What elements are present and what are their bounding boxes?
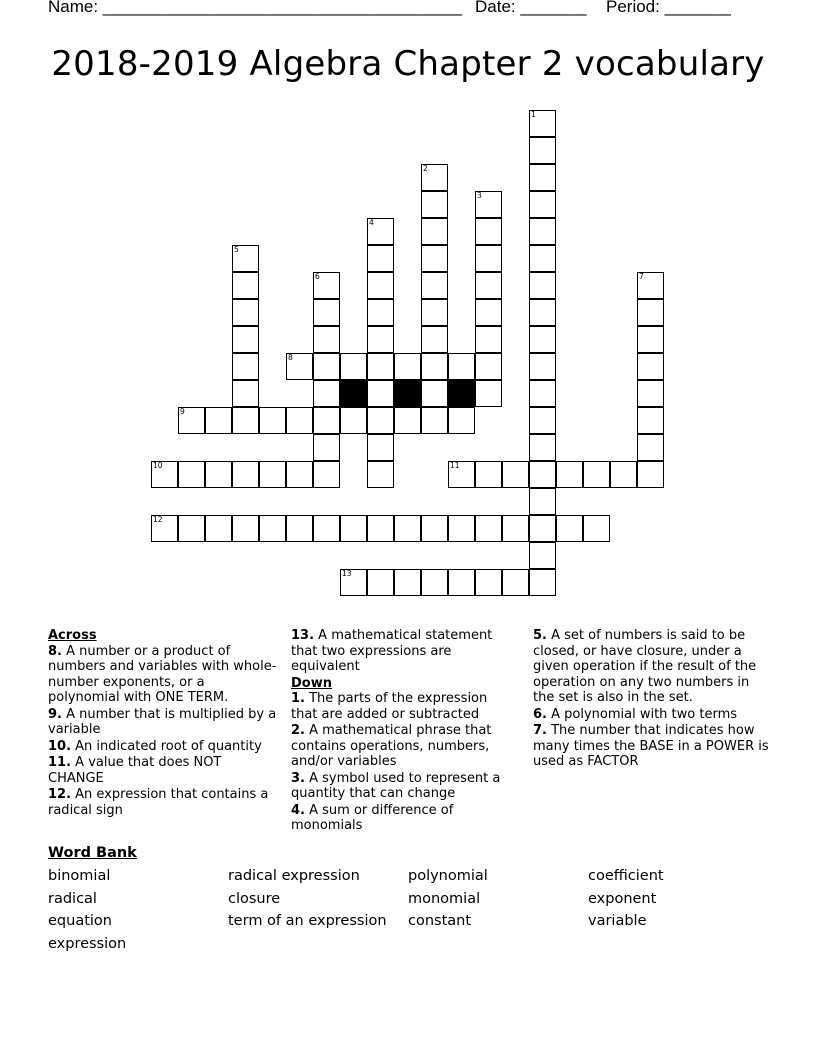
crossword-cell[interactable] (151, 515, 178, 542)
crossword-cell[interactable] (529, 434, 556, 461)
crossword-cell[interactable] (232, 380, 259, 407)
crossword-cell[interactable] (556, 461, 583, 488)
crossword-cell[interactable] (421, 353, 448, 380)
word-bank-item: term of an expression (228, 913, 387, 929)
crossword-cell[interactable] (529, 569, 556, 596)
cell-number: 12 (153, 515, 163, 524)
crossword-cell[interactable] (529, 245, 556, 272)
clue-across-8: 8. A number or a product of numbers and variables with whole-number exponents, or a polynomial with ONE TERM. (48, 643, 277, 705)
cell-number: 7 (639, 272, 644, 281)
cell-number: 8 (288, 353, 293, 362)
crossword-cell[interactable] (367, 434, 394, 461)
crossword-cell[interactable] (637, 272, 664, 299)
crossword-cell[interactable] (421, 164, 448, 191)
word-bank-item: expression (48, 936, 127, 952)
word-bank-item: radical (48, 891, 97, 907)
clue-down-1: 1. The parts of the expression that are added or subtracted (291, 691, 488, 722)
clue-down-7: 7. The number that indicates how many times the BASE in a POWER is used as FACTOR (533, 723, 769, 769)
crossword-cell[interactable] (367, 407, 394, 434)
crossword-black-cell (340, 380, 367, 407)
crossword-cell[interactable] (529, 110, 556, 137)
date-field[interactable]: Date: _______ (475, 0, 587, 16)
crossword-cell[interactable] (529, 191, 556, 218)
word-bank-item: polynomial (408, 868, 488, 884)
crossword-cell[interactable] (448, 515, 475, 542)
clue-across-9: 9. A number that is multiplied by a variable (48, 706, 277, 737)
cell-number: 1 (531, 110, 536, 119)
crossword-cell[interactable] (232, 461, 259, 488)
cell-number: 6 (315, 272, 320, 281)
down-heading: Down (291, 675, 332, 691)
word-bank-item: variable (588, 913, 647, 929)
crossword-cell[interactable] (475, 218, 502, 245)
crossword-cell[interactable] (529, 353, 556, 380)
cell-number: 5 (234, 245, 239, 254)
page-title: 2018-2019 Algebra Chapter 2 vocabulary (51, 44, 765, 84)
crossword-cell[interactable] (394, 515, 421, 542)
crossword-cell[interactable] (259, 461, 286, 488)
crossword-cell[interactable] (313, 461, 340, 488)
crossword-cell[interactable] (529, 542, 556, 569)
crossword-cell[interactable] (556, 515, 583, 542)
crossword-cell[interactable] (421, 299, 448, 326)
crossword-cell[interactable] (637, 353, 664, 380)
word-bank-item: constant (408, 913, 472, 929)
crossword-cell[interactable] (475, 461, 502, 488)
crossword-cell[interactable] (529, 164, 556, 191)
crossword-cell[interactable] (583, 515, 610, 542)
crossword-cell[interactable] (421, 191, 448, 218)
word-bank-item: monomial (408, 891, 481, 907)
crossword-cell[interactable] (529, 326, 556, 353)
name-field[interactable]: Name: ______________________________________ (48, 0, 463, 16)
crossword-cell[interactable] (583, 461, 610, 488)
crossword-cell[interactable] (286, 515, 313, 542)
crossword-cell[interactable] (205, 407, 232, 434)
cell-number: 10 (153, 461, 163, 470)
crossword-cell[interactable] (475, 326, 502, 353)
crossword-cell[interactable] (313, 434, 340, 461)
clue-across-10: 10. An indicated root of quantity (48, 738, 262, 754)
clue-across-12: 12. An expression that contains a radical sign (48, 787, 269, 818)
crossword-cell[interactable] (475, 272, 502, 299)
clue-down-3: 3. A symbol used to represent a quantity that can change (291, 770, 501, 801)
crossword-cell[interactable] (205, 515, 232, 542)
crossword-cell[interactable] (286, 461, 313, 488)
crossword-cell[interactable] (502, 515, 529, 542)
crossword-cell[interactable] (232, 515, 259, 542)
crossword-cell[interactable] (232, 272, 259, 299)
crossword-cell[interactable] (448, 353, 475, 380)
cell-number: 13 (342, 569, 352, 578)
word-bank-item: exponent (588, 891, 657, 907)
cell-number: 4 (369, 218, 374, 227)
period-field[interactable]: Period: _______ (606, 0, 731, 16)
crossword-cell[interactable] (232, 299, 259, 326)
crossword-cell[interactable] (205, 461, 232, 488)
crossword-cell[interactable] (421, 218, 448, 245)
crossword-cell[interactable] (259, 407, 286, 434)
crossword-cell[interactable] (313, 299, 340, 326)
crossword-cell[interactable] (313, 380, 340, 407)
crossword-cell[interactable] (367, 218, 394, 245)
crossword-cell[interactable] (529, 218, 556, 245)
word-bank-item: coefficient (588, 868, 664, 884)
crossword-black-cell (394, 380, 421, 407)
word-bank-item: binomial (48, 868, 111, 884)
crossword-cell[interactable] (421, 380, 448, 407)
crossword-cell[interactable] (448, 461, 475, 488)
crossword-cell[interactable] (367, 515, 394, 542)
crossword-cell[interactable] (313, 353, 340, 380)
crossword-cell[interactable] (475, 380, 502, 407)
crossword-cell[interactable] (178, 407, 205, 434)
cell-number: 9 (180, 407, 185, 416)
crossword-cell[interactable] (637, 434, 664, 461)
crossword-cell[interactable] (529, 272, 556, 299)
crossword-cell[interactable] (637, 299, 664, 326)
crossword-cell[interactable] (313, 272, 340, 299)
crossword-cell[interactable] (421, 326, 448, 353)
crossword-cell[interactable] (475, 191, 502, 218)
crossword-cell[interactable] (232, 353, 259, 380)
crossword-cell[interactable] (502, 569, 529, 596)
crossword-cell[interactable] (529, 407, 556, 434)
word-bank-item: closure (228, 891, 281, 907)
crossword-cell[interactable] (637, 461, 664, 488)
crossword-cell[interactable] (367, 272, 394, 299)
crossword-cell[interactable] (529, 137, 556, 164)
crossword-cell[interactable] (313, 515, 340, 542)
crossword-cell[interactable] (529, 461, 556, 488)
crossword-cell[interactable] (232, 407, 259, 434)
crossword-black-cell (448, 380, 475, 407)
crossword-cell[interactable] (178, 515, 205, 542)
crossword-cell[interactable] (313, 326, 340, 353)
word-bank-title: Word Bank (48, 845, 137, 861)
across-heading: Across (48, 628, 97, 643)
crossword-cell[interactable] (286, 353, 313, 380)
word-bank-item: radical expression (228, 868, 360, 884)
crossword-cell[interactable] (475, 299, 502, 326)
crossword-cell[interactable] (232, 245, 259, 272)
crossword-cell[interactable] (313, 407, 340, 434)
crossword-cell[interactable] (475, 245, 502, 272)
clues-column-1 (48, 628, 280, 819)
crossword-cell[interactable] (367, 353, 394, 380)
crossword-cell[interactable] (367, 245, 394, 272)
crossword-cell[interactable] (367, 299, 394, 326)
crossword-cell[interactable] (367, 380, 394, 407)
clue-down-2: 2. A mathematical phrase that contains operations, numbers, and/or variables (291, 723, 492, 769)
crossword-cell[interactable] (367, 326, 394, 353)
crossword-cell[interactable] (340, 407, 367, 434)
crossword-cell[interactable] (421, 245, 448, 272)
clues-column-3 (533, 628, 773, 771)
crossword-cell[interactable] (475, 353, 502, 380)
crossword-cell[interactable] (232, 326, 259, 353)
crossword-cell[interactable] (178, 461, 205, 488)
crossword-cell[interactable] (637, 407, 664, 434)
crossword-cell[interactable] (448, 407, 475, 434)
crossword-cell[interactable] (340, 353, 367, 380)
crossword-cell[interactable] (475, 515, 502, 542)
crossword-cell[interactable] (340, 569, 367, 596)
crossword-cell[interactable] (286, 407, 313, 434)
word-bank-item: equation (48, 913, 112, 929)
crossword-cell[interactable] (394, 407, 421, 434)
clue-across-11: 11. A value that does NOT CHANGE (48, 755, 222, 786)
clue-down-5: 5. A set of numbers is said to be closed, or have closure, under a given operation if the result of the operation on any two numbers in the set is also in the set. (533, 628, 757, 705)
crossword-cell[interactable] (259, 515, 286, 542)
crossword-cell[interactable] (529, 380, 556, 407)
crossword-cell[interactable] (421, 515, 448, 542)
cell-number: 2 (423, 164, 428, 173)
crossword-cell[interactable] (151, 461, 178, 488)
crossword-cell[interactable] (637, 326, 664, 353)
crossword-cell[interactable] (610, 461, 637, 488)
crossword-cell[interactable] (529, 488, 556, 515)
crossword-cell[interactable] (367, 569, 394, 596)
clue-across-13: 13. A mathematical statement that two expressions are equivalent (291, 628, 493, 674)
clue-down-6: 6. A polynomial with two terms (533, 706, 738, 722)
crossword-cell[interactable] (340, 515, 367, 542)
cell-number: 3 (477, 191, 482, 200)
crossword-cell[interactable] (421, 272, 448, 299)
crossword-cell[interactable] (502, 461, 529, 488)
clue-down-4: 4. A sum or difference of monomials (291, 802, 454, 833)
crossword-cell[interactable] (475, 569, 502, 596)
crossword-cell[interactable] (367, 461, 394, 488)
crossword-cell[interactable] (394, 353, 421, 380)
crossword-cell[interactable] (421, 407, 448, 434)
crossword-cell[interactable] (448, 569, 475, 596)
crossword-cell[interactable] (529, 515, 556, 542)
crossword-cell[interactable] (529, 299, 556, 326)
cell-number: 11 (450, 461, 460, 470)
crossword-cell[interactable] (421, 569, 448, 596)
crossword-cell[interactable] (394, 569, 421, 596)
clues-column-2 (291, 628, 516, 835)
crossword-cell[interactable] (637, 380, 664, 407)
